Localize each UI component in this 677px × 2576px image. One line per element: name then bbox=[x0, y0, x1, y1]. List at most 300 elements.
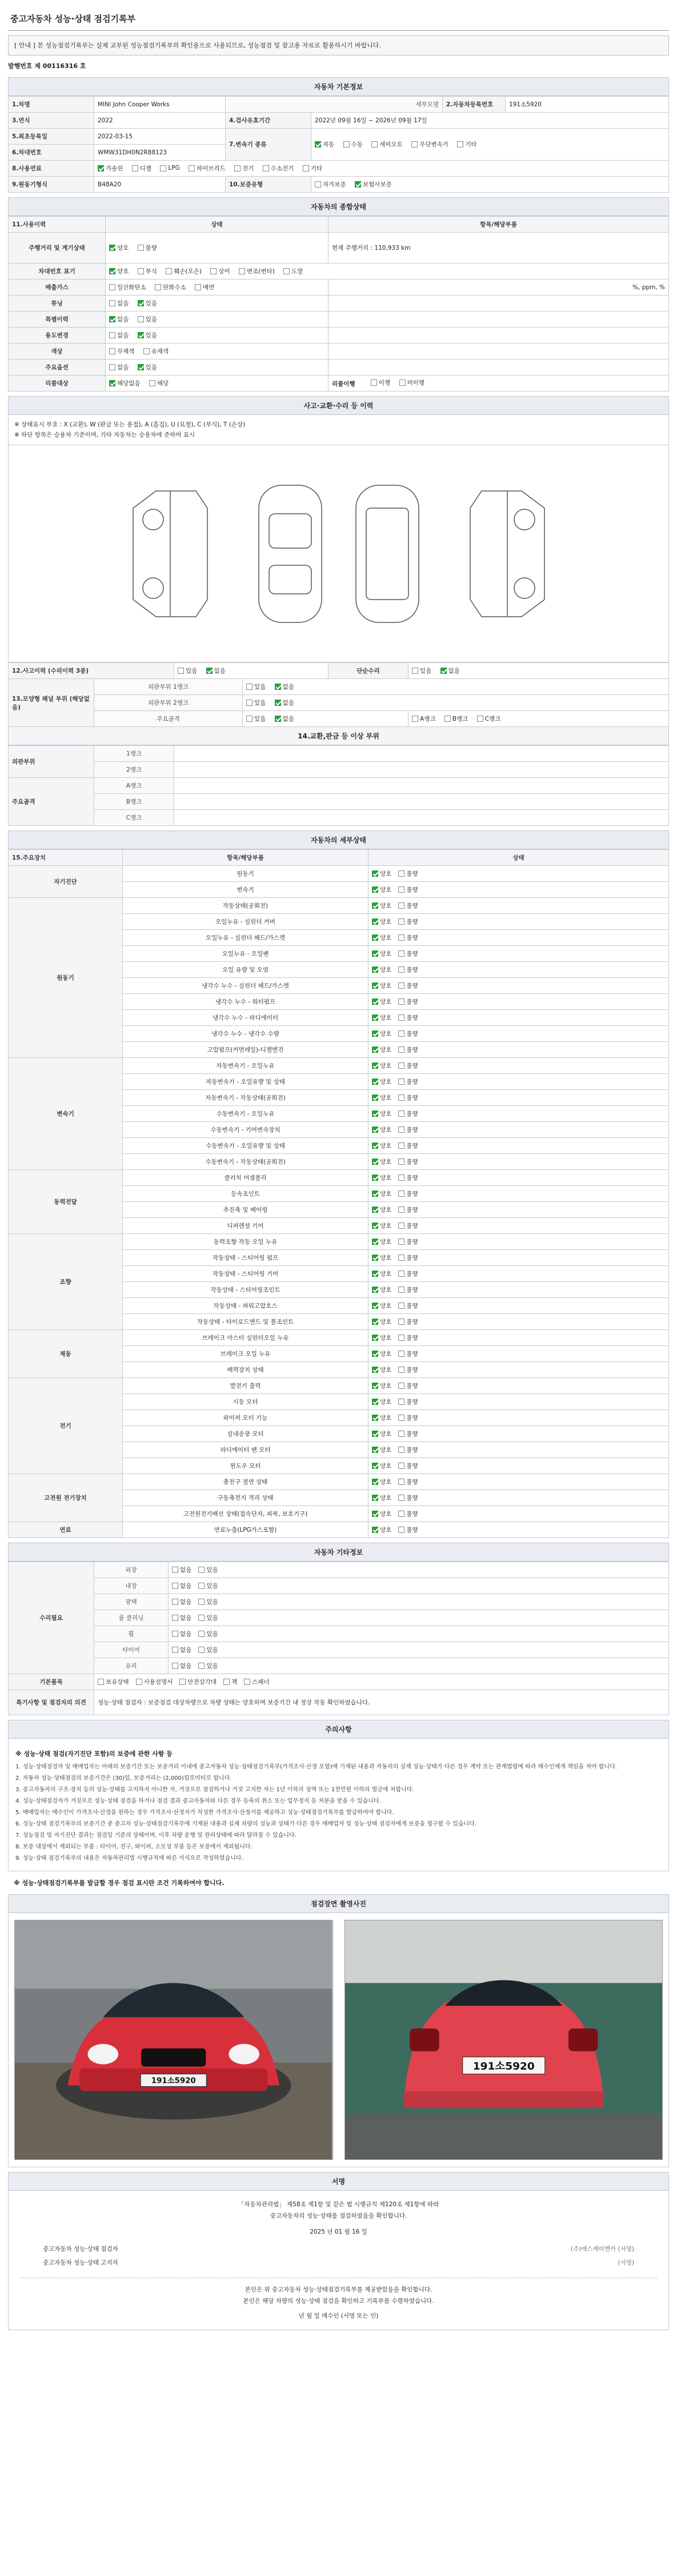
option[interactable] bbox=[198, 1614, 218, 1622]
option[interactable] bbox=[398, 1093, 418, 1102]
detail-row bbox=[9, 1330, 669, 1346]
option[interactable] bbox=[275, 714, 294, 723]
option[interactable] bbox=[372, 1445, 391, 1454]
receipt-bottom[interactable]: 년 월 일 매수인 (서명 또는 인) bbox=[298, 2313, 379, 2319]
option[interactable] bbox=[138, 315, 157, 324]
simple-repair-label: 단순수리 bbox=[329, 663, 408, 679]
detail-item-label: 와이퍼 모터 기능 bbox=[123, 1410, 368, 1426]
option[interactable] bbox=[160, 165, 179, 171]
option[interactable] bbox=[246, 682, 266, 691]
checkbox-icon bbox=[98, 1679, 104, 1685]
other-row bbox=[9, 1594, 669, 1610]
option[interactable] bbox=[412, 714, 435, 723]
option[interactable] bbox=[372, 1461, 391, 1470]
option[interactable] bbox=[398, 1157, 418, 1166]
option-label: 없음 bbox=[180, 1566, 192, 1573]
option[interactable] bbox=[239, 267, 275, 275]
option[interactable] bbox=[398, 869, 418, 878]
option[interactable] bbox=[315, 140, 334, 149]
checkbox-checked-icon bbox=[372, 1143, 378, 1149]
option[interactable] bbox=[198, 1646, 218, 1654]
other-part-options bbox=[169, 1642, 669, 1658]
option[interactable] bbox=[98, 164, 123, 173]
option[interactable] bbox=[246, 714, 266, 723]
detail-item-label: 오일누유 - 실린더 커버 bbox=[123, 914, 368, 930]
option[interactable] bbox=[372, 1429, 391, 1438]
option[interactable] bbox=[398, 1173, 418, 1182]
option-label: 양호 bbox=[380, 1286, 392, 1293]
option[interactable] bbox=[398, 1045, 418, 1054]
option[interactable] bbox=[198, 1581, 218, 1590]
option[interactable] bbox=[372, 1173, 391, 1182]
checkbox-icon bbox=[412, 716, 418, 722]
option[interactable] bbox=[372, 885, 391, 894]
option[interactable] bbox=[275, 682, 294, 691]
option[interactable] bbox=[477, 714, 501, 723]
option-label: 보험사보증 bbox=[362, 181, 392, 188]
option[interactable] bbox=[198, 1662, 218, 1670]
option[interactable] bbox=[398, 1461, 418, 1470]
checkbox-icon bbox=[246, 700, 253, 706]
option[interactable] bbox=[372, 1349, 391, 1358]
option[interactable] bbox=[398, 997, 418, 1006]
status-options bbox=[106, 279, 329, 295]
option[interactable] bbox=[372, 1061, 391, 1070]
option[interactable] bbox=[372, 869, 391, 878]
option[interactable] bbox=[98, 1678, 129, 1686]
option[interactable] bbox=[398, 901, 418, 910]
option[interactable] bbox=[223, 1678, 237, 1686]
option[interactable] bbox=[372, 1269, 391, 1278]
option[interactable] bbox=[372, 1109, 391, 1118]
detail-item-label: 냉각수 누수 - 라디에이터 bbox=[123, 1010, 368, 1026]
option[interactable] bbox=[398, 1509, 418, 1518]
other-row bbox=[9, 1562, 669, 1578]
option[interactable] bbox=[372, 1125, 391, 1134]
option-label: 보유상태 bbox=[106, 1678, 129, 1686]
checkbox-checked-icon bbox=[372, 1495, 378, 1501]
option[interactable] bbox=[398, 1029, 418, 1038]
checkbox-icon bbox=[109, 348, 115, 354]
option[interactable] bbox=[398, 1429, 418, 1438]
option[interactable] bbox=[398, 1237, 418, 1246]
note-item: 5. 매매업자는 매수인이 가격조사·산정을 원하는 경우 가격조사·산정자가 작성한 가격조사·산정서를 제공하고 성능·상태점검기록부를 발급하여야 합니다. bbox=[15, 1810, 394, 1816]
option[interactable] bbox=[132, 164, 151, 173]
option[interactable] bbox=[398, 933, 418, 942]
option[interactable] bbox=[109, 267, 129, 275]
detail-state-options bbox=[368, 978, 669, 994]
option[interactable] bbox=[149, 379, 169, 388]
detail-row bbox=[9, 898, 669, 914]
detail-state-options bbox=[368, 1106, 669, 1122]
basic-value: 2022년 09월 16일 ~ 2026년 09월 17일 bbox=[311, 113, 669, 129]
checkbox-icon bbox=[198, 1663, 205, 1669]
option[interactable] bbox=[372, 997, 391, 1006]
basic-value: MINI John Cooper Works bbox=[94, 97, 226, 113]
option[interactable] bbox=[372, 1477, 391, 1486]
option[interactable] bbox=[372, 1077, 391, 1086]
option[interactable] bbox=[398, 1189, 418, 1198]
option[interactable] bbox=[172, 1581, 191, 1590]
detail-state-options bbox=[368, 1490, 669, 1506]
option[interactable] bbox=[198, 1597, 218, 1606]
detail-state-options bbox=[368, 1394, 669, 1410]
rank-name: A랭크 bbox=[94, 778, 174, 794]
option[interactable] bbox=[198, 1630, 218, 1638]
option-label: 해당없음 bbox=[117, 380, 141, 387]
rank-name: B랭크 bbox=[94, 794, 174, 810]
detail-row bbox=[9, 1522, 669, 1538]
option[interactable] bbox=[303, 164, 322, 173]
option[interactable] bbox=[372, 1397, 391, 1406]
sign-right[interactable]: (서명) bbox=[618, 2259, 634, 2266]
option[interactable] bbox=[412, 666, 431, 675]
checkbox-icon bbox=[198, 1647, 205, 1653]
option[interactable] bbox=[372, 1365, 391, 1374]
option[interactable] bbox=[398, 1077, 418, 1086]
checkbox-checked-icon bbox=[372, 1447, 378, 1453]
option[interactable] bbox=[398, 1061, 418, 1070]
detail-item-label: 오일 유량 및 오염 bbox=[123, 962, 368, 978]
detail-item-label: 시동 모터 bbox=[123, 1394, 368, 1410]
option[interactable] bbox=[138, 243, 157, 252]
parts-checklist bbox=[174, 762, 669, 778]
detail-state-options bbox=[368, 1522, 669, 1538]
option-label: 불량 bbox=[406, 1286, 418, 1293]
rank-name: 2랭크 bbox=[94, 762, 174, 778]
sign-right[interactable]: (주)에스케이엔카 (서명) bbox=[570, 2246, 634, 2252]
option[interactable] bbox=[371, 378, 390, 387]
option-label: 불량 bbox=[406, 966, 418, 973]
checkbox-icon bbox=[198, 1599, 205, 1605]
option[interactable] bbox=[372, 1189, 391, 1198]
option[interactable] bbox=[372, 949, 391, 958]
note-item: 1. 성능·상태점검자 및 매매업자는 아래의 보증기간 또는 보증거리 이내에 중고자동차 성능·상태점검기록부(가격조사·산정 포함)에 기재된 내용과 자동차의 실제 성능·상태가 다른 경우 계약 또는 관계법령에 따라 매수인에게 책임을 져야 합니다. bbox=[15, 1764, 617, 1770]
option[interactable] bbox=[371, 140, 403, 149]
checkbox-checked-icon bbox=[372, 1399, 378, 1405]
sign-left: 중고자동차 성능·상태 고지자 bbox=[43, 2259, 118, 2266]
option[interactable] bbox=[138, 331, 157, 340]
option[interactable] bbox=[172, 1614, 191, 1622]
status-options bbox=[106, 328, 329, 344]
detail-state-options bbox=[368, 946, 669, 962]
checkbox-icon bbox=[283, 268, 290, 274]
option-label: 있음 bbox=[206, 1646, 218, 1654]
option[interactable] bbox=[398, 1285, 418, 1294]
option[interactable] bbox=[398, 965, 418, 974]
checkbox-checked-icon bbox=[372, 1511, 378, 1517]
checkbox-icon bbox=[398, 1047, 404, 1053]
detail-item-label: 작동상태 - 스티어링 기어 bbox=[123, 1266, 368, 1282]
option-label: 없음 bbox=[282, 699, 294, 706]
checkbox-checked-icon bbox=[372, 1367, 378, 1373]
option-label: 없음 bbox=[117, 315, 129, 323]
option[interactable] bbox=[398, 1301, 418, 1310]
option[interactable] bbox=[109, 331, 129, 340]
option[interactable] bbox=[372, 1525, 391, 1534]
option[interactable] bbox=[398, 949, 418, 958]
warranty-options bbox=[311, 177, 669, 193]
option[interactable] bbox=[109, 299, 129, 307]
option[interactable] bbox=[398, 1349, 418, 1358]
other-part-label: 룸 클리닝 bbox=[94, 1610, 169, 1626]
option[interactable] bbox=[109, 315, 129, 324]
option[interactable] bbox=[355, 180, 392, 189]
detail-table bbox=[8, 849, 669, 1538]
option-label: 불량 bbox=[406, 1398, 418, 1405]
option[interactable] bbox=[372, 1029, 391, 1038]
detail-header-cell: 15.주요장치 bbox=[9, 850, 123, 866]
option[interactable] bbox=[109, 243, 129, 252]
detail-state-options bbox=[368, 1378, 669, 1394]
option[interactable] bbox=[138, 267, 157, 275]
option[interactable] bbox=[138, 299, 157, 307]
checkbox-icon bbox=[398, 1511, 404, 1517]
rank-extra-options bbox=[408, 711, 669, 727]
option-label: 양호 bbox=[380, 950, 392, 957]
option-label: 이행 bbox=[378, 380, 391, 386]
checkbox-checked-icon bbox=[138, 332, 144, 338]
checkbox-icon bbox=[149, 380, 155, 386]
checkbox-checked-icon bbox=[372, 1047, 378, 1053]
checkbox-icon bbox=[198, 1615, 205, 1621]
option[interactable] bbox=[138, 363, 157, 372]
checkbox-checked-icon bbox=[372, 1383, 378, 1389]
option[interactable] bbox=[263, 164, 294, 173]
rank-label: 외판부위 1랭크 bbox=[94, 679, 243, 695]
option[interactable] bbox=[398, 1269, 418, 1278]
option[interactable] bbox=[155, 283, 186, 291]
option[interactable] bbox=[172, 1662, 191, 1670]
option[interactable] bbox=[109, 363, 129, 372]
option[interactable] bbox=[398, 917, 418, 926]
option[interactable] bbox=[372, 1301, 391, 1310]
option[interactable] bbox=[372, 965, 391, 974]
status-options bbox=[106, 263, 669, 279]
basic-label: 5.최초등록일 bbox=[9, 129, 94, 145]
option[interactable] bbox=[210, 267, 230, 275]
option[interactable] bbox=[372, 1093, 391, 1102]
checkbox-checked-icon bbox=[372, 1319, 378, 1325]
section-notes-header: 주의사항 bbox=[8, 1720, 669, 1739]
option[interactable] bbox=[398, 1221, 418, 1230]
other-row bbox=[9, 1658, 669, 1674]
status-extra bbox=[329, 344, 669, 360]
option[interactable] bbox=[372, 1317, 391, 1326]
option-label: 없음 bbox=[117, 332, 129, 339]
option[interactable] bbox=[172, 1565, 191, 1574]
option[interactable] bbox=[398, 1125, 418, 1134]
option[interactable] bbox=[109, 347, 134, 356]
option[interactable] bbox=[372, 1253, 391, 1262]
option[interactable] bbox=[372, 1285, 391, 1294]
checkbox-icon bbox=[178, 668, 184, 674]
option-label: 양호 bbox=[380, 1526, 392, 1533]
legend-line: ※ 상태표시 부호 : X (교환), W (판금 또는 용접), A (흠집), U (요철), C (부식), T (손상) bbox=[14, 421, 246, 428]
status-options bbox=[106, 344, 329, 360]
option-label: 불량 bbox=[406, 1302, 418, 1309]
option[interactable] bbox=[189, 164, 226, 173]
notice-box: [ 안내 ] 본 성능점검기록부는 실제 교부된 성능점검기록부의 확인용으로 사용되므로, 성능점검 및 참고용 자료로 활용하시기 바랍니다. bbox=[8, 35, 669, 55]
option[interactable] bbox=[398, 1013, 418, 1022]
accident-q12-options bbox=[174, 663, 329, 679]
option-label: 있음 bbox=[145, 299, 157, 307]
note-item: 6. 성능·상태 점검기록부의 보증기간 중 중고차 성능·상태점검기록부에 기재된 내용과 실제 차량의 성능과 상태가 다른 경우 매매업자 및 성능·상태 점검자에게 보증을 청구할 수 있습니다. bbox=[15, 1821, 477, 1827]
detail-state-options bbox=[368, 1138, 669, 1154]
option[interactable] bbox=[195, 283, 214, 291]
detail-group-label: 변속기 bbox=[9, 1058, 123, 1170]
car-diagram bbox=[8, 445, 669, 662]
option[interactable] bbox=[398, 1205, 418, 1214]
option[interactable] bbox=[179, 1678, 217, 1686]
option[interactable] bbox=[234, 164, 254, 173]
option[interactable] bbox=[372, 1493, 391, 1502]
accident-legend bbox=[8, 415, 669, 445]
option[interactable] bbox=[398, 1445, 418, 1454]
option[interactable] bbox=[198, 1565, 218, 1574]
option[interactable] bbox=[398, 1477, 418, 1486]
option-label: 양호 bbox=[380, 1270, 392, 1277]
option[interactable] bbox=[372, 1333, 391, 1342]
detail-state-options bbox=[368, 1090, 669, 1106]
option[interactable] bbox=[178, 666, 197, 675]
option[interactable] bbox=[411, 140, 448, 149]
checkbox-icon bbox=[172, 1615, 178, 1621]
option[interactable] bbox=[246, 698, 266, 707]
option[interactable] bbox=[372, 1045, 391, 1054]
option[interactable] bbox=[398, 885, 418, 894]
status-row-label: 주행거리 및 계기상태 bbox=[9, 233, 106, 263]
option-label: 불량 bbox=[406, 870, 418, 877]
rank-label: 외판부위 2랭크 bbox=[94, 695, 243, 711]
option[interactable] bbox=[398, 1365, 418, 1374]
checkbox-icon bbox=[398, 1031, 404, 1037]
option[interactable] bbox=[372, 901, 391, 910]
status-options bbox=[106, 360, 329, 376]
option[interactable] bbox=[109, 283, 146, 291]
option[interactable] bbox=[398, 1333, 418, 1342]
option[interactable] bbox=[372, 981, 391, 990]
option-label: 전기 bbox=[242, 165, 254, 172]
checkbox-checked-icon bbox=[138, 300, 144, 306]
checkbox-icon bbox=[234, 165, 241, 171]
option[interactable] bbox=[399, 378, 424, 387]
checkbox-icon bbox=[398, 1095, 404, 1101]
option[interactable] bbox=[372, 1013, 391, 1022]
detail-state-options bbox=[368, 1298, 669, 1314]
option[interactable] bbox=[398, 1525, 418, 1534]
detail-item-label: 원동기 bbox=[123, 866, 368, 882]
status-extra bbox=[329, 360, 669, 376]
detail-item-label: 추진축 및 베어링 bbox=[123, 1202, 368, 1218]
option[interactable] bbox=[398, 1413, 418, 1422]
option[interactable] bbox=[398, 1397, 418, 1406]
option[interactable] bbox=[143, 347, 169, 356]
option[interactable] bbox=[372, 1157, 391, 1166]
section-detail-header: 자동차의 세부상태 bbox=[8, 830, 669, 849]
rank-options bbox=[243, 679, 669, 695]
basic-label: 3.연식 bbox=[9, 113, 94, 129]
option[interactable] bbox=[398, 1109, 418, 1118]
option[interactable] bbox=[372, 933, 391, 942]
option-label: 기타 bbox=[465, 141, 477, 148]
option[interactable] bbox=[172, 1646, 191, 1654]
detail-item-label: 수동변속기 - 오일누유 bbox=[123, 1106, 368, 1122]
option-label: 양호 bbox=[380, 934, 392, 941]
option[interactable] bbox=[398, 1253, 418, 1262]
option-label: 양호 bbox=[380, 998, 392, 1005]
detail-item-label: 클러치 어셈블리 bbox=[123, 1170, 368, 1186]
option-label: 불량 bbox=[406, 1190, 418, 1197]
option-label: 있음 bbox=[145, 315, 157, 323]
checkbox-icon bbox=[179, 1679, 186, 1685]
option[interactable] bbox=[172, 1597, 191, 1606]
option[interactable] bbox=[136, 1678, 173, 1686]
option[interactable] bbox=[244, 1678, 269, 1686]
checkbox-checked-icon bbox=[372, 1239, 378, 1245]
option[interactable] bbox=[440, 666, 460, 675]
option[interactable] bbox=[372, 917, 391, 926]
option[interactable] bbox=[372, 1237, 391, 1246]
detail-state-options bbox=[368, 1506, 669, 1522]
checkbox-icon bbox=[244, 1679, 250, 1685]
option[interactable] bbox=[398, 1381, 418, 1390]
option[interactable] bbox=[315, 180, 346, 189]
option-label: 양호 bbox=[380, 1094, 392, 1101]
option[interactable] bbox=[372, 1381, 391, 1390]
option[interactable] bbox=[283, 267, 303, 275]
option[interactable] bbox=[372, 1205, 391, 1214]
option[interactable] bbox=[398, 1493, 418, 1502]
option-label: 있음 bbox=[254, 683, 266, 690]
option[interactable] bbox=[275, 698, 294, 707]
checkbox-icon bbox=[398, 1399, 404, 1405]
checkbox-checked-icon bbox=[372, 1175, 378, 1181]
option[interactable] bbox=[372, 1509, 391, 1518]
option[interactable] bbox=[444, 714, 468, 723]
checkbox-icon bbox=[398, 934, 404, 941]
option[interactable] bbox=[398, 981, 418, 990]
option-label: 양호 bbox=[117, 267, 129, 275]
option-label: 무채색 bbox=[117, 348, 135, 355]
option[interactable] bbox=[457, 140, 476, 149]
option[interactable] bbox=[398, 1317, 418, 1326]
status-row-label: 색상 bbox=[9, 344, 106, 360]
checkbox-icon bbox=[315, 181, 321, 187]
option-label: 기타 bbox=[310, 165, 323, 172]
option[interactable] bbox=[109, 379, 141, 388]
option[interactable] bbox=[372, 1141, 391, 1150]
certificate-number: 발행번호 제 00116316 호 bbox=[8, 62, 86, 70]
option[interactable] bbox=[372, 1221, 391, 1230]
checkbox-checked-icon bbox=[109, 316, 115, 322]
option[interactable] bbox=[206, 666, 226, 675]
option[interactable] bbox=[372, 1413, 391, 1422]
car-rear-photo-icon bbox=[345, 1920, 663, 2159]
option[interactable] bbox=[398, 1141, 418, 1150]
detail-item-label: 변속기 bbox=[123, 882, 368, 898]
option[interactable] bbox=[172, 1630, 191, 1638]
option-label: 부식 bbox=[145, 267, 157, 275]
accident-table bbox=[8, 662, 669, 727]
option-label: 불량 bbox=[406, 1526, 418, 1533]
checkbox-checked-icon bbox=[372, 1015, 378, 1021]
option[interactable] bbox=[166, 267, 202, 275]
option[interactable] bbox=[343, 140, 363, 149]
detail-state-options bbox=[368, 1010, 669, 1026]
option-label: 사용설명서 bbox=[143, 1678, 173, 1686]
checkbox-checked-icon bbox=[372, 999, 378, 1005]
